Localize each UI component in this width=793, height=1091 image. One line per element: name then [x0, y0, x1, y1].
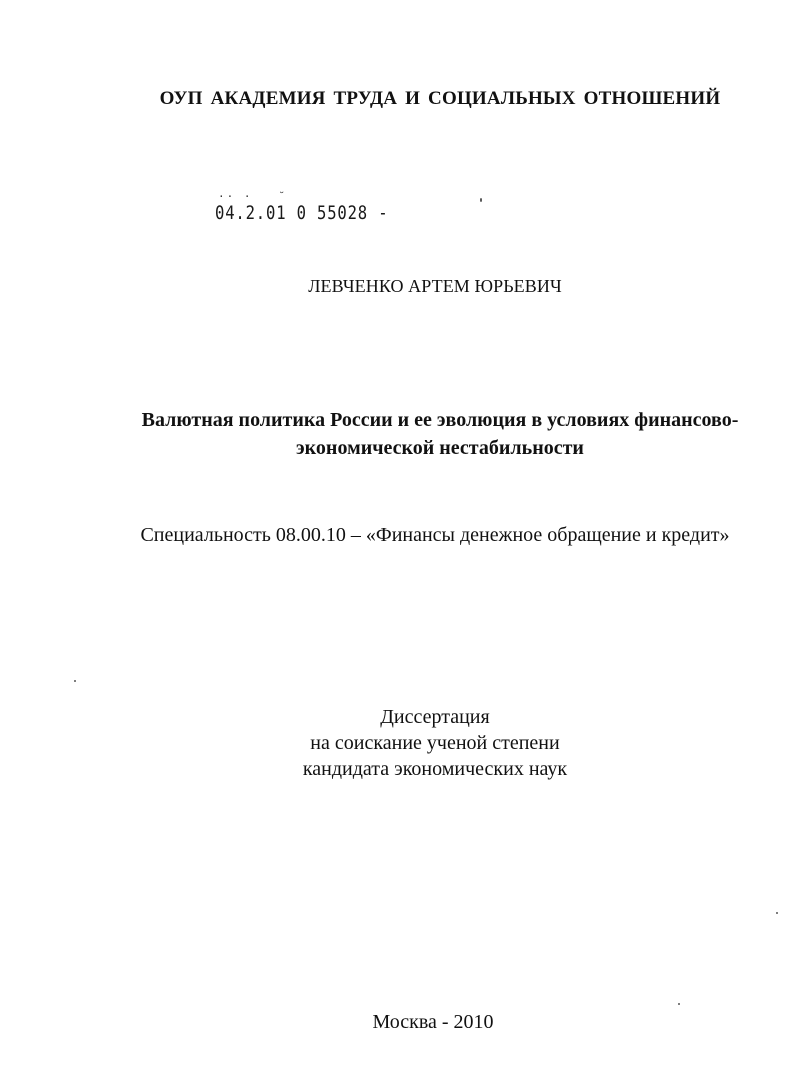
degree-line-2: на соискание ученой степени [310, 732, 560, 754]
degree-statement [0, 704, 793, 782]
degree-line-3: кандидата экономических наук [302, 758, 568, 780]
stamp-dots: ·· · ˘ [218, 190, 287, 203]
title-line-2: экономической нестабильности [296, 437, 584, 459]
scan-speck [776, 912, 778, 914]
dissertation-title [0, 406, 793, 462]
specialty-line: Специальность 08.00.10 – «Финансы денежное обращение и кредит» [140, 524, 730, 546]
organization-name: ОУП АКАДЕМИЯ ТРУДА И СОЦИАЛЬНЫХ ОТНОШЕНИЙ [159, 88, 721, 109]
scan-speck [74, 680, 76, 682]
degree-line-1: Диссертация [380, 706, 490, 728]
author-name: ЛЕВЧЕНКО АРТЕМ ЮРЬЕВИЧ [308, 276, 562, 296]
title-line-1: Валютная политика России и ее эволюция в условиях финансово- [141, 409, 739, 431]
registration-stamp-number: 04.2.01 0 55028 - [215, 202, 389, 224]
city-and-year: Москва - 2010 [372, 1011, 494, 1033]
scan-speck [678, 1003, 680, 1005]
scan-speck [480, 198, 482, 202]
